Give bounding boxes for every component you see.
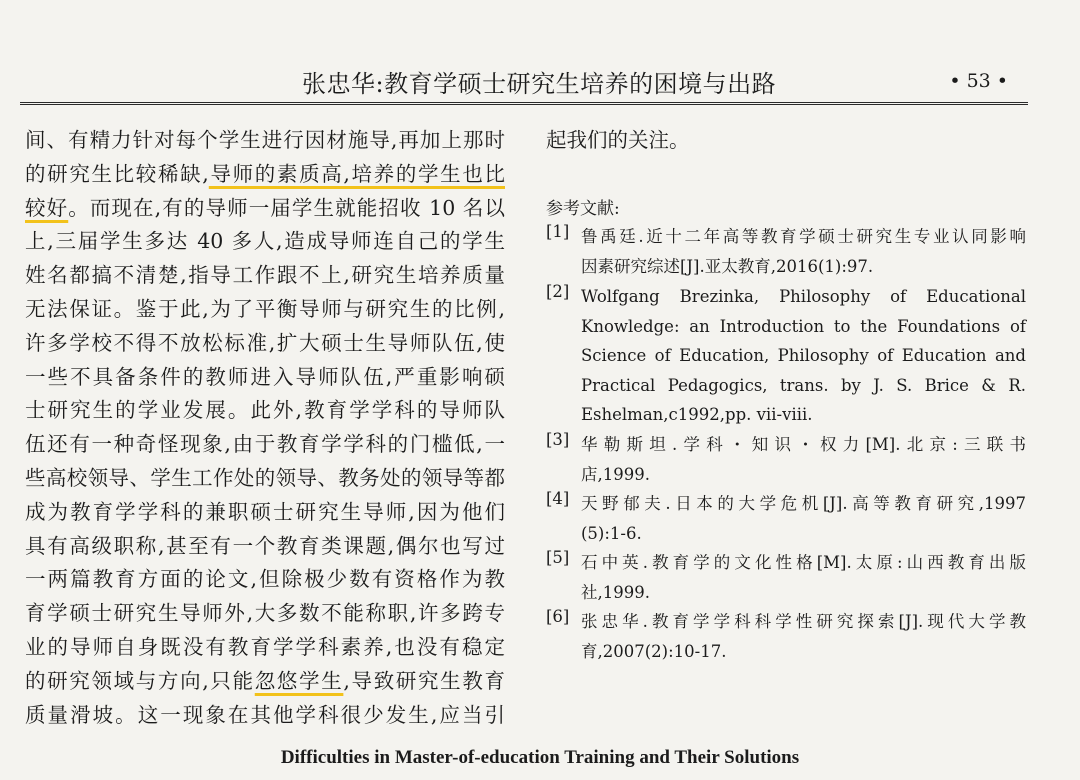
reference-line: 店,1999.	[581, 464, 650, 484]
text-segment: 间、有精力针对每个学生进行因材施导,再加上那时	[25, 128, 505, 152]
body-line	[25, 293, 505, 327]
reference-line: Wolfgang Brezinka, Philosophy of Educational	[581, 287, 1026, 306]
reference-item	[546, 489, 1026, 548]
reference-number: [1]	[546, 222, 570, 241]
reference-item	[546, 430, 1026, 489]
body-line	[25, 631, 505, 665]
text-segment: 业的导师自身既没有教育学学科素养,也没有稳定	[25, 634, 505, 659]
text-segment: 许多学校不得不放松标准,扩大硕士生导师队伍,使	[25, 330, 505, 355]
text-segment: 具有高级职称,甚至有一个教育类课题,偶尔也写过	[25, 533, 505, 558]
reference-line: 天野郁夫.日本的大学危机[J].高等教育研究,1997	[581, 494, 1026, 513]
page-header	[20, 58, 1028, 105]
highlighted-phrase: 忽悠学生	[254, 668, 344, 693]
body-line	[25, 563, 505, 597]
body-line	[25, 665, 505, 699]
english-article-title: Difficulties in Master-of-education Training and Their Solutions	[280, 747, 800, 768]
text-segment: 育学硕士研究生导师外,大多数不能称职,许多跨专	[25, 601, 505, 626]
body-line	[25, 259, 505, 293]
reference-line: 社,1999.	[581, 582, 650, 602]
reference-line: 育,2007(2):10-17.	[581, 641, 727, 661]
text-segment: 的研究领域与方向,只能	[25, 668, 255, 693]
reference-number: [3]	[546, 430, 570, 449]
text-segment: 些高校领导、学生工作处的领导、教务处的领导等都	[25, 465, 505, 490]
reference-item	[546, 222, 1026, 281]
reference-line: Eshelman,c1992,pp. ⅶ-ⅷ.	[581, 405, 813, 424]
body-line	[25, 394, 505, 428]
body-line	[25, 225, 505, 259]
body-line	[25, 124, 505, 158]
body-line	[25, 462, 505, 496]
reference-line: 华勒斯坦.学科・知识・权力[M].北京:三联书	[581, 435, 1026, 454]
running-title: 张忠华:教育学硕士研究生培养的困境与出路	[302, 70, 777, 98]
reference-line: Practical Pedagogics, trans. by J. S. Brice & R.	[581, 375, 1026, 395]
body-line	[25, 597, 505, 631]
text-segment: 的研究生比较稀缺,	[25, 161, 209, 186]
reference-line: (5):1-6.	[581, 523, 642, 543]
body-line	[25, 530, 505, 564]
text-segment: 姓名都搞不清楚,指导工作跟不上,研究生培养质量	[25, 263, 505, 288]
reference-line: Science of Education, Philosophy of Education and	[581, 346, 1026, 365]
highlighted-phrase: 较好	[25, 195, 69, 220]
text-segment: 一两篇教育方面的论文,但除极少数有资格作为教	[25, 567, 505, 592]
body-text-continuation: 起我们的关注。	[546, 128, 690, 152]
reference-line: 鲁禹廷.近十二年高等教育学硕士研究生专业认同影响	[581, 227, 1026, 246]
text-segment: 无法保证。鉴于此,为了平衡导师与研究生的比例,	[25, 296, 505, 321]
body-line	[25, 699, 505, 733]
references-heading: 参考文献:	[546, 199, 620, 219]
body-line	[25, 192, 505, 226]
body-line	[25, 361, 505, 395]
reference-line: 石中英.教育学的文化性格[M].太原:山西教育出版	[581, 553, 1026, 572]
body-line	[25, 158, 505, 192]
text-segment: 上,三届学生多达 40 多人,造成导师连自己的学生	[25, 229, 505, 254]
reference-item	[546, 282, 1026, 430]
highlighted-phrase: 导师的素质高,培养的学生也比	[208, 161, 505, 186]
page-number: • 53 •	[949, 70, 1008, 92]
body-line	[25, 327, 505, 361]
text-segment: 伍还有一种奇怪现象,由于教育学学科的门槛低,一	[25, 432, 505, 457]
text-segment: 士研究生的学业发展。此外,教育学学科的导师队	[25, 398, 505, 423]
body-line	[25, 428, 505, 462]
body-line	[25, 496, 505, 530]
reference-item	[546, 607, 1026, 666]
reference-number: [4]	[546, 489, 570, 508]
text-segment: 。而现在,有的导师一届学生就能招收 10 名以	[68, 195, 505, 220]
reference-line: 因素研究综述[J].亚太教育,2016(1):97.	[581, 256, 874, 276]
text-segment: ,导致研究生教育	[343, 668, 505, 693]
reference-line: 张忠华.教育学学科科学性研究探索[J].现代大学教	[581, 612, 1026, 631]
right-column	[546, 124, 1028, 661]
body-text-left-column	[25, 124, 505, 732]
reference-number: [5]	[546, 548, 570, 567]
text-segment: 质量滑坡。这一现象在其他学科很少发生,应当引	[25, 702, 505, 727]
reference-number: [6]	[546, 607, 570, 626]
text-segment: 成为教育学学科的兼职硕士研究生导师,因为他们	[25, 499, 505, 524]
reference-line: Knowledge: an Introduction to the Foundations of	[581, 316, 1026, 336]
reference-item	[546, 548, 1026, 607]
reference-number: [2]	[546, 282, 570, 301]
text-segment: 一些不具备条件的教师进入导师队伍,严重影响硕	[25, 364, 505, 389]
